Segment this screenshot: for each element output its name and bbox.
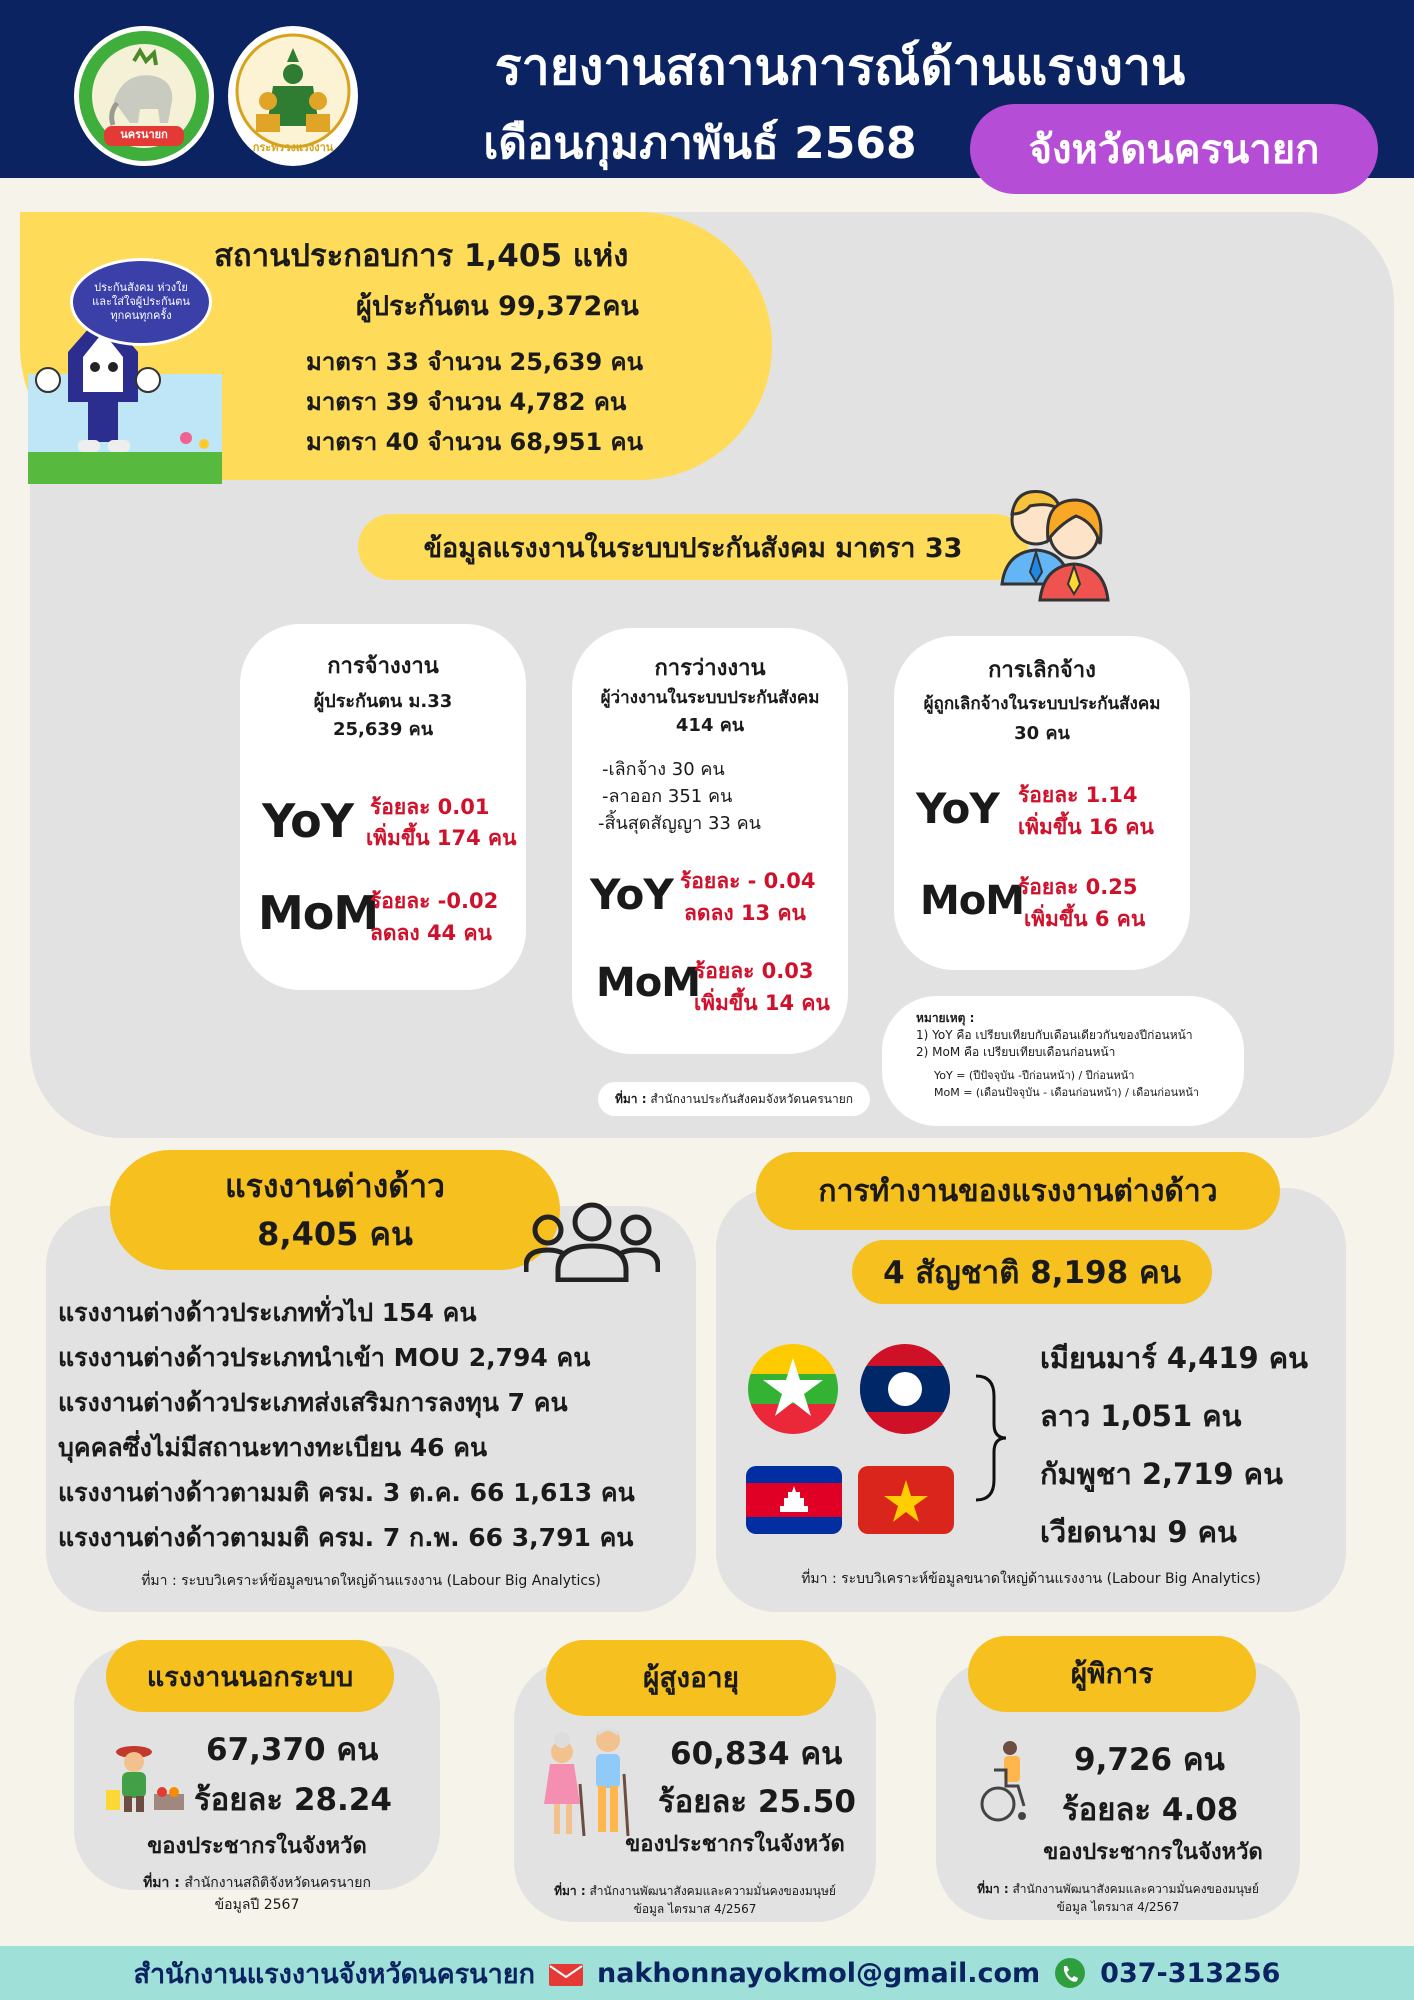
email-link[interactable]: nakhonnayokmol@gmail.com	[596, 1957, 1041, 1989]
disabled-percent: ร้อยละ 4.08	[1062, 1792, 1239, 1828]
insured-total: ผู้ประกันตน 99,372คน	[356, 291, 639, 322]
section-39-count: มาตรา 39 จำนวน 4,782 คน	[306, 388, 627, 416]
unemployment-yoy-label: YoY	[590, 870, 673, 919]
termination-yoy-change: เพิ่มขึ้น 16 คน	[1018, 815, 1154, 839]
employment-yoy-change: เพิ่มขึ้น 174 คน	[366, 826, 517, 850]
foreign-work-banner: การทำงานของแรงงานต่างด้าว	[756, 1152, 1280, 1230]
note-mom: 2) MoM คือ เปรียบเทียบเดือนก่อนหน้า	[916, 1045, 1116, 1059]
nationalities-badge: 4 สัญชาติ 8,198 คน	[852, 1240, 1212, 1304]
nakhonnayok-logo	[74, 26, 214, 166]
informal-worker-icon	[104, 1740, 190, 1814]
note-yoy: 1) YoY คือ เปรียบเทียบกับเดือนเดียวกันของปีก่อนหน้า	[916, 1028, 1193, 1042]
unemployment-mom-change: เพิ่มขึ้น 14 คน	[694, 991, 830, 1015]
wheelchair-icon	[980, 1740, 1028, 1824]
note-mom-formula: MoM = (เดือนปัจจุบัน - เดือนก่อนหน้า) / เดือนก่อนหน้า	[934, 1086, 1200, 1099]
unemployment-sub2: 414 คน	[675, 715, 745, 736]
laos-flag-icon	[860, 1344, 950, 1434]
cambodia-flag-icon	[746, 1466, 842, 1534]
informal-title: แรงงานนอกระบบ	[106, 1640, 394, 1712]
termination-title: การเลิกจ้าง	[988, 658, 1096, 683]
elderly-percent: ร้อยละ 25.50	[658, 1784, 856, 1820]
elderly-source: ที่มา : สำนักงานพัฒนาสังคมและความมั่นคงของมนุษย์	[554, 1884, 836, 1898]
foreign-cabinet-oct66: แรงงานต่างด้าวตามมติ ครม. 3 ต.ค. 66 1,613 คน	[58, 1478, 635, 1507]
vietnam-count: เวียดนาม 9 คน	[1040, 1515, 1237, 1549]
phone-number[interactable]: 037-313256	[1100, 1957, 1281, 1989]
termination-mom-pct: ร้อยละ 0.25	[1018, 875, 1138, 899]
unemployment-detail-contract-end: -สิ้นสุดสัญญา 33 คน	[598, 813, 761, 834]
myanmar-count: เมียนมาร์ 4,419 คน	[1040, 1341, 1308, 1375]
employment-mom-pct: ร้อยละ -0.02	[370, 889, 499, 913]
section-40-count: มาตรา 40 จำนวน 68,951 คน	[306, 428, 643, 456]
brace-icon	[972, 1372, 1008, 1504]
report-title: รายงานสถานการณ์ด้านแรงงาน	[494, 38, 1186, 96]
speech-bubble: ประกันสังคม ห่วงใย และใส่ใจผู้ประกันตนทุกคนทุกครั้ง	[70, 258, 212, 346]
unemployment-yoy-change: ลดลง 13 คน	[684, 901, 806, 925]
foreign-workers-banner: แรงงานต่างด้าว 8,405 คน	[110, 1150, 560, 1270]
employment-mom-change: ลดลง 44 คน	[370, 921, 492, 945]
note-box	[882, 996, 1244, 1126]
footer-bar	[0, 1946, 1414, 2000]
note-yoy-formula: YoY = (ปีปัจจุบัน -ปีก่อนหน้า) / ปีก่อนหน้า	[934, 1069, 1135, 1082]
cambodia-count: กัมพูชา 2,719 คน	[1040, 1457, 1283, 1491]
foreign-workers-source: ที่มา : ระบบวิเคราะห์ข้อมูลขนาดใหญ่ด้านแรงงาน (Labour Big Analytics)	[141, 1573, 601, 1589]
elderly-couple-icon	[540, 1724, 632, 1840]
termination-card	[894, 636, 1190, 970]
unemployment-card	[572, 628, 848, 1054]
myanmar-flag-icon	[748, 1344, 838, 1434]
logo-right-text: กระทรวงแรงงาน	[252, 141, 334, 154]
foreign-work-source: ที่มา : ระบบวิเคราะห์ข้อมูลขนาดใหญ่ด้านแรงงาน (Labour Big Analytics)	[801, 1571, 1261, 1587]
employment-sub2: 25,639 คน	[332, 719, 434, 740]
laos-count: ลาว 1,051 คน	[1040, 1399, 1242, 1433]
note-title: หมายเหตุ :	[916, 1011, 975, 1025]
office-name: สำนักงานแรงงานจังหวัดนครนายก	[133, 1958, 535, 1990]
employment-card	[240, 624, 526, 990]
foreign-investment: แรงงานต่างด้าวประเภทส่งเสริมการลงทุน 7 คน	[58, 1388, 568, 1417]
unemployment-detail-terminated: -เลิกจ้าง 30 คน	[602, 759, 725, 780]
termination-mom-label: MoM	[920, 878, 1025, 924]
unemployment-detail-resigned: -ลาออก 351 คน	[602, 786, 733, 807]
employment-mom-label: MoM	[258, 886, 379, 940]
mail-icon	[549, 1962, 583, 1984]
termination-yoy-label: YoY	[916, 784, 999, 833]
employment-sub1: ผู้ประกันตน ม.33	[313, 691, 453, 712]
disabled-source-period: ข้อมูล ไตรมาส 4/2567	[1056, 1900, 1180, 1914]
informal-source: ที่มา : สำนักงานสถิติจังหวัดนครนายก	[143, 1875, 371, 1891]
elderly-of-pop: ของประชากรในจังหวัด	[625, 1832, 845, 1857]
unemployment-sub1: ผู้ว่างงานในระบบประกันสังคม	[600, 688, 820, 708]
logo-left-text: นครนายก	[120, 128, 168, 141]
informal-of-pop: ของประชากรในจังหวัด	[147, 1834, 367, 1859]
employment-yoy-label: YoY	[262, 794, 353, 848]
establishments-count: สถานประกอบการ 1,405 แห่ง	[214, 238, 629, 274]
informal-source-year: ข้อมูลปี 2567	[214, 1897, 300, 1913]
section33-banner: ข้อมูลแรงงานในระบบประกันสังคม มาตรา 33	[358, 514, 1028, 580]
foreign-general: แรงงานต่างด้าวประเภททั่วไป 154 คน	[58, 1298, 477, 1327]
unemployment-mom-label: MoM	[596, 960, 701, 1006]
ministry-of-labour-logo	[228, 26, 358, 166]
employment-yoy-pct: ร้อยละ 0.01	[370, 795, 490, 819]
stateless-persons: บุคคลซึ่งไม่มีสถานะทางทะเบียน 46 คน	[58, 1433, 488, 1462]
province-badge: จังหวัดนครนายก	[970, 104, 1378, 194]
unemployment-mom-pct: ร้อยละ 0.03	[694, 959, 814, 983]
report-month: เดือนกุมภาพันธ์ 2568	[483, 118, 917, 169]
people-icon	[996, 484, 1112, 604]
elderly-count: 60,834 คน	[670, 1736, 843, 1772]
disabled-of-pop: ของประชากรในจังหวัด	[1043, 1840, 1263, 1865]
elderly-title: ผู้สูงอายุ	[546, 1640, 836, 1716]
disabled-source: ที่มา : สำนักงานพัฒนาสังคมและความมั่นคงของมนุษย์	[977, 1882, 1259, 1896]
vietnam-flag-icon	[858, 1466, 954, 1534]
termination-sub1: ผู้ถูกเลิกจ้างในระบบประกันสังคม	[923, 694, 1161, 714]
social-security-source: ที่มา : สำนักงานประกันสังคมจังหวัดนครนายก	[598, 1082, 870, 1116]
unemployment-title: การว่างงาน	[654, 656, 766, 681]
termination-sub2: 30 คน	[1014, 723, 1070, 744]
informal-count: 67,370 คน	[206, 1732, 379, 1768]
foreign-mou: แรงงานต่างด้าวประเภทนำเข้า MOU 2,794 คน	[58, 1343, 591, 1372]
unemployment-yoy-pct: ร้อยละ - 0.04	[680, 869, 816, 893]
disabled-title: ผู้พิการ	[968, 1636, 1256, 1712]
termination-mom-change: เพิ่มขึ้น 6 คน	[1024, 907, 1146, 931]
termination-yoy-pct: ร้อยละ 1.14	[1018, 783, 1138, 807]
section-33-count: มาตรา 33 จำนวน 25,639 คน	[306, 348, 643, 376]
workers-group-icon	[524, 1200, 660, 1282]
elderly-source-period: ข้อมูล ไตรมาส 4/2567	[633, 1902, 757, 1916]
employment-title: การจ้างงาน	[327, 654, 439, 679]
informal-percent: ร้อยละ 28.24	[194, 1782, 392, 1818]
phone-icon	[1054, 1957, 1086, 1989]
foreign-cabinet-feb66: แรงงานต่างด้าวตามมติ ครม. 7 ก.พ. 66 3,791 คน	[58, 1523, 634, 1552]
disabled-count: 9,726 คน	[1074, 1742, 1225, 1778]
